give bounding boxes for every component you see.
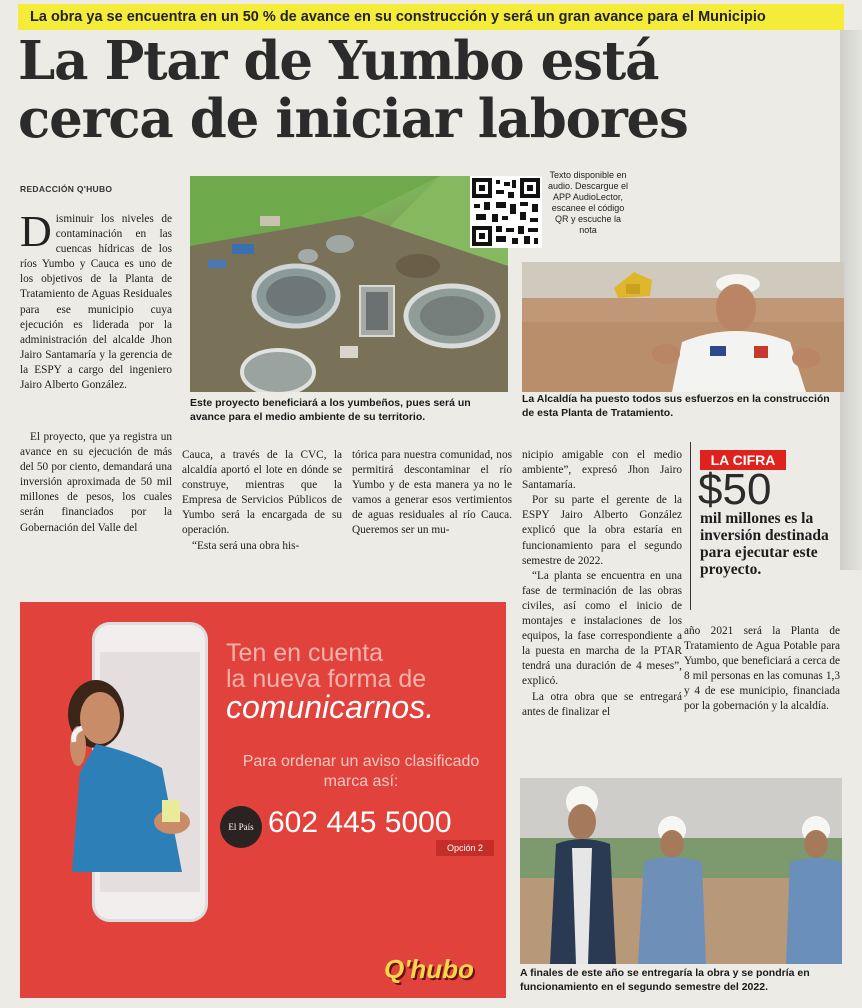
article-column-5 — [684, 624, 840, 715]
article-column-3 — [352, 448, 512, 539]
ad-line-3: comunicarnos. — [226, 689, 435, 725]
mayor-illustration — [522, 262, 844, 392]
photo-site-inspection — [520, 778, 842, 964]
cifra-divider — [690, 442, 691, 610]
article-paragraph-10: año 2021 será la Planta de Tratamiento de Agua Potable para Yumbo, que beneficiará a cerca de 8 mil personas en las comunas 1,3 y 4 de ese municipio, financiada por la gobernación y la alcaldía. — [684, 625, 840, 713]
article-paragraph-3: Cauca, a través de la CVC, la alcaldía aportó el lote en dónde se construye, mientras que la Empresa de Servicios Públicos de Yumbo será la encargada de su operación. — [182, 449, 342, 537]
article-paragraph-5: tórica para nuestra comunidad, nos permitirá descontaminar el río Yumbo y de esta manera ya no le vamos a generar esos vertimientos de aguas residuales al río Cauca. Queremos ser un mu- — [352, 449, 512, 537]
headline-line-1: La Ptar de Yumbo está — [18, 30, 659, 92]
article-paragraph-4: “Esta será una obra his- — [192, 539, 300, 552]
photo-treatment-plant-aerial — [190, 176, 508, 392]
article-paragraph-9: La otra obra que se entregará antes de finalizar el — [522, 690, 682, 718]
el-pais-badge: El País — [220, 806, 262, 848]
ad-line-2: la nueva forma de — [226, 665, 427, 693]
ad-headline — [226, 640, 426, 692]
qr-code[interactable] — [470, 176, 542, 248]
headline-line-2: cerca de iniciar labores — [18, 88, 688, 150]
drop-cap: D — [20, 207, 52, 256]
ad-instruction: Para ordenar un aviso clasificado marca así: — [242, 753, 480, 790]
article-column-1-top — [20, 207, 172, 393]
qr-code-icon — [472, 178, 540, 246]
article-paragraph-7: Por su parte el gerente de la ESPY Jairo Alberto González explicó que la obra estaría en funcionamiento para el segundo semestre de 2022. — [522, 494, 682, 567]
ad-phone-number[interactable]: 602 445 5000 — [268, 806, 452, 839]
caption-photo-2: La Alcaldía ha puesto todos sus esfuerzos en la construcción de esta Planta de Tratamiento. — [522, 393, 830, 419]
cifra-label: LA CIFRA — [700, 450, 786, 470]
kicker: La obra ya se encuentra en un 50 % de avance en su construcción y será un gran avance para el Municipio — [18, 4, 844, 30]
article-column-1-bottom — [20, 430, 172, 536]
inspection-illustration — [520, 778, 842, 964]
cifra-amount: $50 — [698, 465, 772, 514]
byline: REDACCIÓN Q'HUBO — [20, 184, 113, 194]
caption-photo-3: A finales de este año se entregaría la obra y se pondría en funcionamiento en el segundo semestre del 2022. — [520, 967, 810, 993]
article-paragraph-2: El proyecto, que ya registra un avance en su ejecución de más del 50 por ciento, demandará una inversión aproximada de 50 mil millones de pesos, los cuales serán financiados por la Gobernación del Valle del — [20, 431, 172, 534]
photo-mayor — [522, 262, 844, 392]
ad-option: Opción 2 — [436, 840, 494, 856]
woman-icon — [52, 672, 202, 882]
qhubo-logo: Q'hubo — [384, 954, 474, 984]
article-paragraph-1 — [20, 207, 172, 393]
cifra-text: mil millones es la inversión destinada para ejecutar este proyecto. — [700, 510, 829, 578]
article-paragraph-8: “La planta se encuentra en una fase de terminación de las obras civiles, así como el inicio de montajes e instalaciones de los equipos, la fase correspondiente a la puesta en marcha de la PTAR tendrá una duración de 4 meses”, explicó. — [522, 569, 682, 688]
woman-on-phone-illustration — [52, 672, 202, 882]
article-column-4 — [522, 448, 682, 720]
article-column-2 — [182, 448, 342, 554]
caption-photo-1: Este proyecto beneficiará a los yumbeños, pues será un avance para el medio ambiente de su territorio. — [190, 397, 471, 423]
article-paragraph-1-text: isminuir los niveles de contaminación en las cuencas hídricas de los ríos Yumbo y Cauca es uno de los objetivos de la Planta de Tratamiento de Aguas Residuales para ese municipio cuya ejecución es liderada por la administración del alcalde Jhon Jairo Santamaría y la gerencia de la ESPY a cargo del ingeniero Jairo Alberto González. — [20, 213, 172, 392]
qr-audio-note: Texto disponible en audio. Descargue el APP AudioLector, escanee el código QR y escuche la nota — [547, 170, 629, 235]
article-paragraph-6: nicipio amigable con el medio ambiente”, expresó Jhon Jairo Santamaría. — [522, 449, 682, 492]
headline — [18, 32, 848, 148]
aerial-plant-illustration — [190, 176, 508, 392]
ad-line-1: Ten en cuenta — [226, 639, 384, 667]
